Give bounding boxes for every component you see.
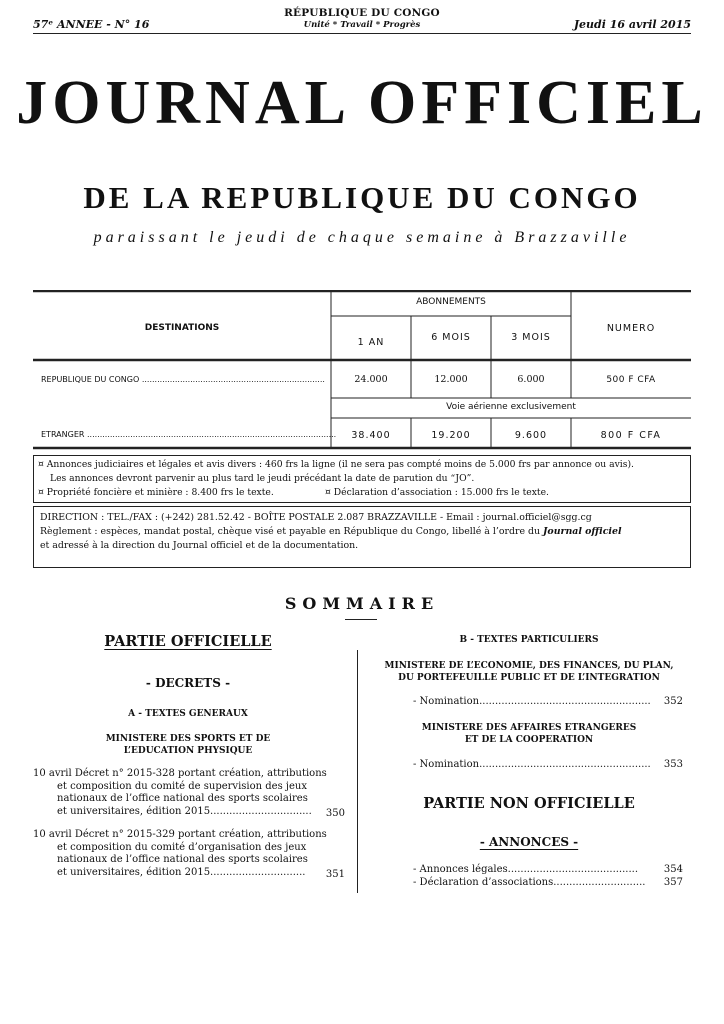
etranger-3-mois: 9.600 — [514, 430, 548, 441]
ministry-economie-line-1: MINISTERE DE L’ECONOMIE, DES FINANCES, DU PLAN, — [384, 661, 674, 671]
congo-1-an: 24.000 — [354, 374, 388, 385]
toc-entry-line: et universitaires, édition 2015.............................. — [57, 866, 306, 878]
page-number: 357 — [663, 877, 683, 888]
notice-line-3b: ¤ Déclaration d’association : 15.000 frs le texte. — [325, 487, 549, 498]
page-number: 353 — [663, 759, 683, 770]
toc-entry-line: 10 avril Décret n° 2015-329 portant création, attributions — [33, 829, 327, 840]
notice-line-1: ¤ Annonces judiciaires et légales et avis divers : 460 frs la ligne (il ne sera pas compté moins de 5.000 frs par annonce ou avis). — [38, 459, 634, 470]
toc-entry-annonces-legales[interactable] — [413, 864, 683, 877]
toc-entry-decret-328[interactable] — [33, 768, 345, 818]
toc-entry-label: - Nomination...................................................... — [413, 759, 651, 770]
toc-entry-decret-329[interactable] — [33, 829, 345, 879]
toc-entry-line: et universitaires, édition 2015................................ — [57, 805, 312, 817]
notice-line-3a: ¤ Propriété foncière et minière : 8.400 frs le texte. — [38, 487, 274, 498]
toc-entry-line: 10 avril Décret n° 2015-328 portant création, attributions — [33, 768, 327, 779]
partie-officielle-heading — [33, 633, 343, 650]
toc-entry-line: et composition du comité de supervision des jeux — [57, 780, 307, 792]
numero-header: NUMERO — [606, 323, 656, 334]
journal-title: JOURNAL OFFICIEL — [16, 69, 708, 137]
toc-entry-line: et composition du comité d’organisation des jeux — [57, 841, 307, 853]
ministry-sports-line-1: MINISTERE DES SPORTS ET DE — [105, 734, 271, 744]
issue-date: Jeudi 16 avril 2015 — [573, 18, 691, 31]
air-mail-note: Voie aérienne exclusivement — [446, 402, 576, 412]
etranger-6-mois: 19.200 — [431, 430, 471, 441]
ministry-affaires-etrangeres-heading — [367, 722, 691, 746]
subscription-table-grid — [33, 290, 691, 450]
ministry-economie-line-2: DU PORTEFEUILLE PUBLIC ET DE L’INTEGRATION — [398, 673, 660, 683]
partie-officielle-label: PARTIE OFFICIELLE — [104, 633, 272, 650]
etranger-1-an: 38.400 — [351, 430, 391, 441]
period-1-an: 1 AN — [357, 337, 385, 348]
issue-number: 57ᵉ ANNEE - N° 16 — [33, 18, 150, 31]
toc-entry-declaration-associations[interactable] — [413, 877, 683, 890]
ministry-affaires-line-2: ET DE LA COOPERATION — [464, 735, 594, 745]
motto: Unité * Travail * Progrès — [303, 20, 421, 30]
toc-entry-label: - Déclaration d’associations............................. — [413, 877, 646, 888]
page-number: 354 — [663, 864, 683, 875]
toc-entry-label: - Annonces légales......................................... — [413, 864, 639, 875]
payment-terms: Règlement : espèces, mandat postal, chèque visé et payable en République du Congo, libellé à l’ordre du — [40, 526, 543, 537]
abonnements-header: ABONNEMENTS — [416, 297, 486, 307]
period-3-mois: 3 MOIS — [511, 332, 551, 343]
ministry-economie-heading — [367, 660, 691, 684]
page-number: 351 — [325, 868, 345, 880]
page-number: 352 — [663, 696, 683, 707]
period-6-mois: 6 MOIS — [431, 332, 471, 343]
toc-entry-line: nationaux de l’office national des sports scolaires — [57, 854, 308, 865]
notice-line-2: Les annonces devront parvenir au plus tard le jeudi précédant la date de parution du “JO”. — [50, 473, 475, 484]
etranger-numero: 800 F CFA — [600, 430, 662, 441]
journal-subtitle: DE LA REPUBLIQUE DU CONGO — [83, 180, 641, 215]
country-name: RÉPUBLIQUE DU CONGO — [284, 7, 440, 19]
direction-line-3: et adressé à la direction du Journal officiel et de la documentation. — [40, 540, 359, 551]
direction-line-2 — [40, 526, 622, 537]
annonces-heading — [367, 835, 691, 849]
partie-non-officielle-heading: PARTIE NON OFFICIELLE — [423, 795, 635, 812]
tariff-notices — [33, 455, 691, 503]
toc-entry-label: - Nomination...................................................... — [413, 696, 651, 707]
congo-3-mois: 6.000 — [517, 374, 545, 385]
ministry-affaires-line-1: MINISTERE DES AFFAIRES ETRANGERES — [421, 723, 637, 733]
destination-congo: REPUBLIQUE DU CONGO ........................................................................ — [41, 375, 325, 384]
sommaire-title: SOMMAIRE — [284, 594, 440, 613]
toc-entry-nomination-353[interactable] — [413, 759, 683, 772]
toc-entry-nomination-352[interactable] — [413, 696, 683, 709]
annonces-label: - ANNONCES - — [479, 835, 579, 849]
congo-6-mois: 12.000 — [434, 374, 468, 385]
decrets-heading: - DECRETS - — [145, 676, 231, 690]
header-divider — [33, 33, 691, 34]
column-divider — [357, 650, 358, 893]
journal-tagline: paraissant le jeudi de chaque semaine à Brazzaville — [93, 229, 631, 246]
direction-info — [33, 506, 691, 568]
destination-etranger: ETRANGER .................................................................................................. — [41, 430, 337, 439]
toc-entry-line: nationaux de l’office national des sports scolaires — [57, 793, 308, 804]
ministry-sports-heading — [33, 733, 343, 757]
destinations-header: DESTINATIONS — [144, 323, 220, 333]
page-number: 350 — [325, 807, 345, 819]
ministry-sports-line-2: L’EDUCATION PHYSIQUE — [123, 746, 253, 756]
sommaire-underline — [345, 619, 377, 620]
subscription-table — [33, 290, 691, 450]
textes-particuliers-heading: B - TEXTES PARTICULIERS — [459, 635, 599, 645]
congo-numero: 500 F CFA — [606, 375, 656, 385]
textes-generaux-heading: A - TEXTES GENERAUX — [128, 709, 248, 719]
direction-line-1: DIRECTION : TEL./FAX : (+242) 281.52.42 - BOÎTE POSTALE 2.087 BRAZZAVILLE - Email : journal.officiel@sgg.cg — [40, 512, 592, 523]
journal-officiel-mention: Journal officiel — [543, 526, 622, 537]
